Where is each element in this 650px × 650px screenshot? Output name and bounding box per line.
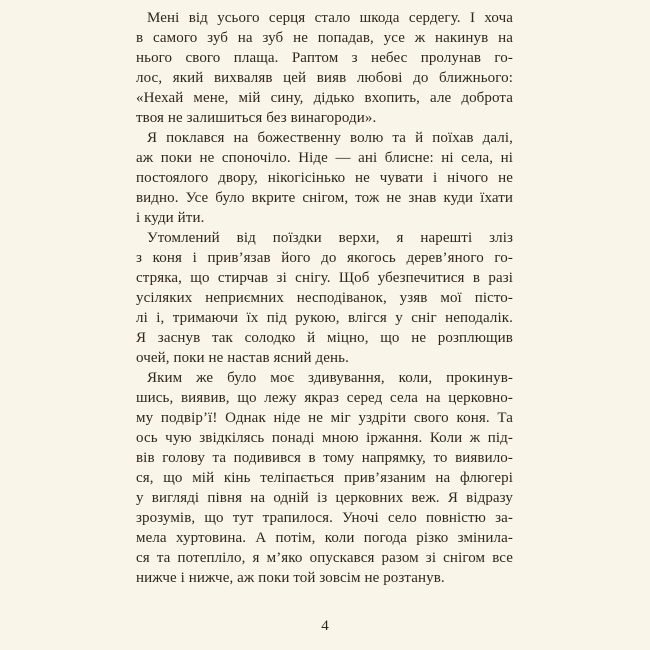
text-line: ся та потепліло, я м’яко опускався разом зі снігом все [136,550,513,566]
text-line: Я заснув так солодко й міцно, що не розплющив [136,330,513,346]
text-line: нього свого плаща. Раптом з небес пролунав го- [136,50,513,66]
text-line: очей, поки не настав ясний день. [136,350,349,366]
text-line: «Нехай мене, мій сину, дідько вхопить, але доброта [136,90,513,106]
text-line: постоялого двору, нікогісінько не чувати і нічого не [136,170,513,186]
text-line: мела хуртовина. А потім, коли погода різко змінила- [136,530,513,546]
text-line: Мені від усього серця стало шкода сердегу. І хоча [147,10,513,26]
text-line: у вигляді півня на одній із церковних веж. Я відразу [136,490,513,506]
paragraph [136,228,513,368]
page-number: 4 [321,618,329,634]
text-line: в самого зуб на зуб не попадав, усе ж накинув на [136,30,513,46]
text-line: ся, що мій кінь теліпається прив’язаним на флюгері [136,470,513,486]
text-line: нижче і нижче, аж поки той зовсім не розтанув. [136,570,445,586]
text-line: лі і, тримаючи їх під рукою, влігся у сніг неподалік. [136,310,513,326]
text-line: з коня і прив’язав його до якогось дерев’яного го- [136,250,513,266]
text-line: Я поклався на божественну волю та й поїхав далі, [147,130,513,146]
text-line: зрозумів, що тут трапилося. Уночі село повністю за- [136,510,513,526]
text-line: видно. Усе було вкрите снігом, тож не знав куди їхати [136,190,513,206]
paragraph [136,8,513,128]
text-line: Яким же було моє здивування, коли, прокинув- [147,370,513,386]
text-line: шись, виявив, що лежу якраз серед села на церковно- [136,390,513,406]
text-line: усіляких неприємних несподіванок, узяв мої пісто- [136,290,513,306]
paragraph [136,368,513,588]
text-line: Утомлений від поїздки верхи, я нарешті зліз [147,230,513,246]
text-line: ось чую звідкілясь понаді мною іржання. Коли ж під- [136,430,513,446]
text-line: вів голову та подивився в тому напрямку, то виявило- [136,450,513,466]
text-line: твоя не залишиться без винагороди». [136,110,377,126]
page-text [136,8,513,588]
paragraph [136,128,513,228]
text-line: му подвір’ї! Однак ніде не міг уздріти свого коня. Та [136,410,513,426]
text-line: і куди йти. [136,210,205,226]
text-line: лос, який вихваляв цей вияв любові до ближнього: [136,70,513,86]
text-line: стряка, що стирчав зі снігу. Щоб убезпечитися в разі [136,270,513,286]
text-line: аж поки не споночіло. Ніде — ані блисне: ні села, ні [136,150,513,166]
